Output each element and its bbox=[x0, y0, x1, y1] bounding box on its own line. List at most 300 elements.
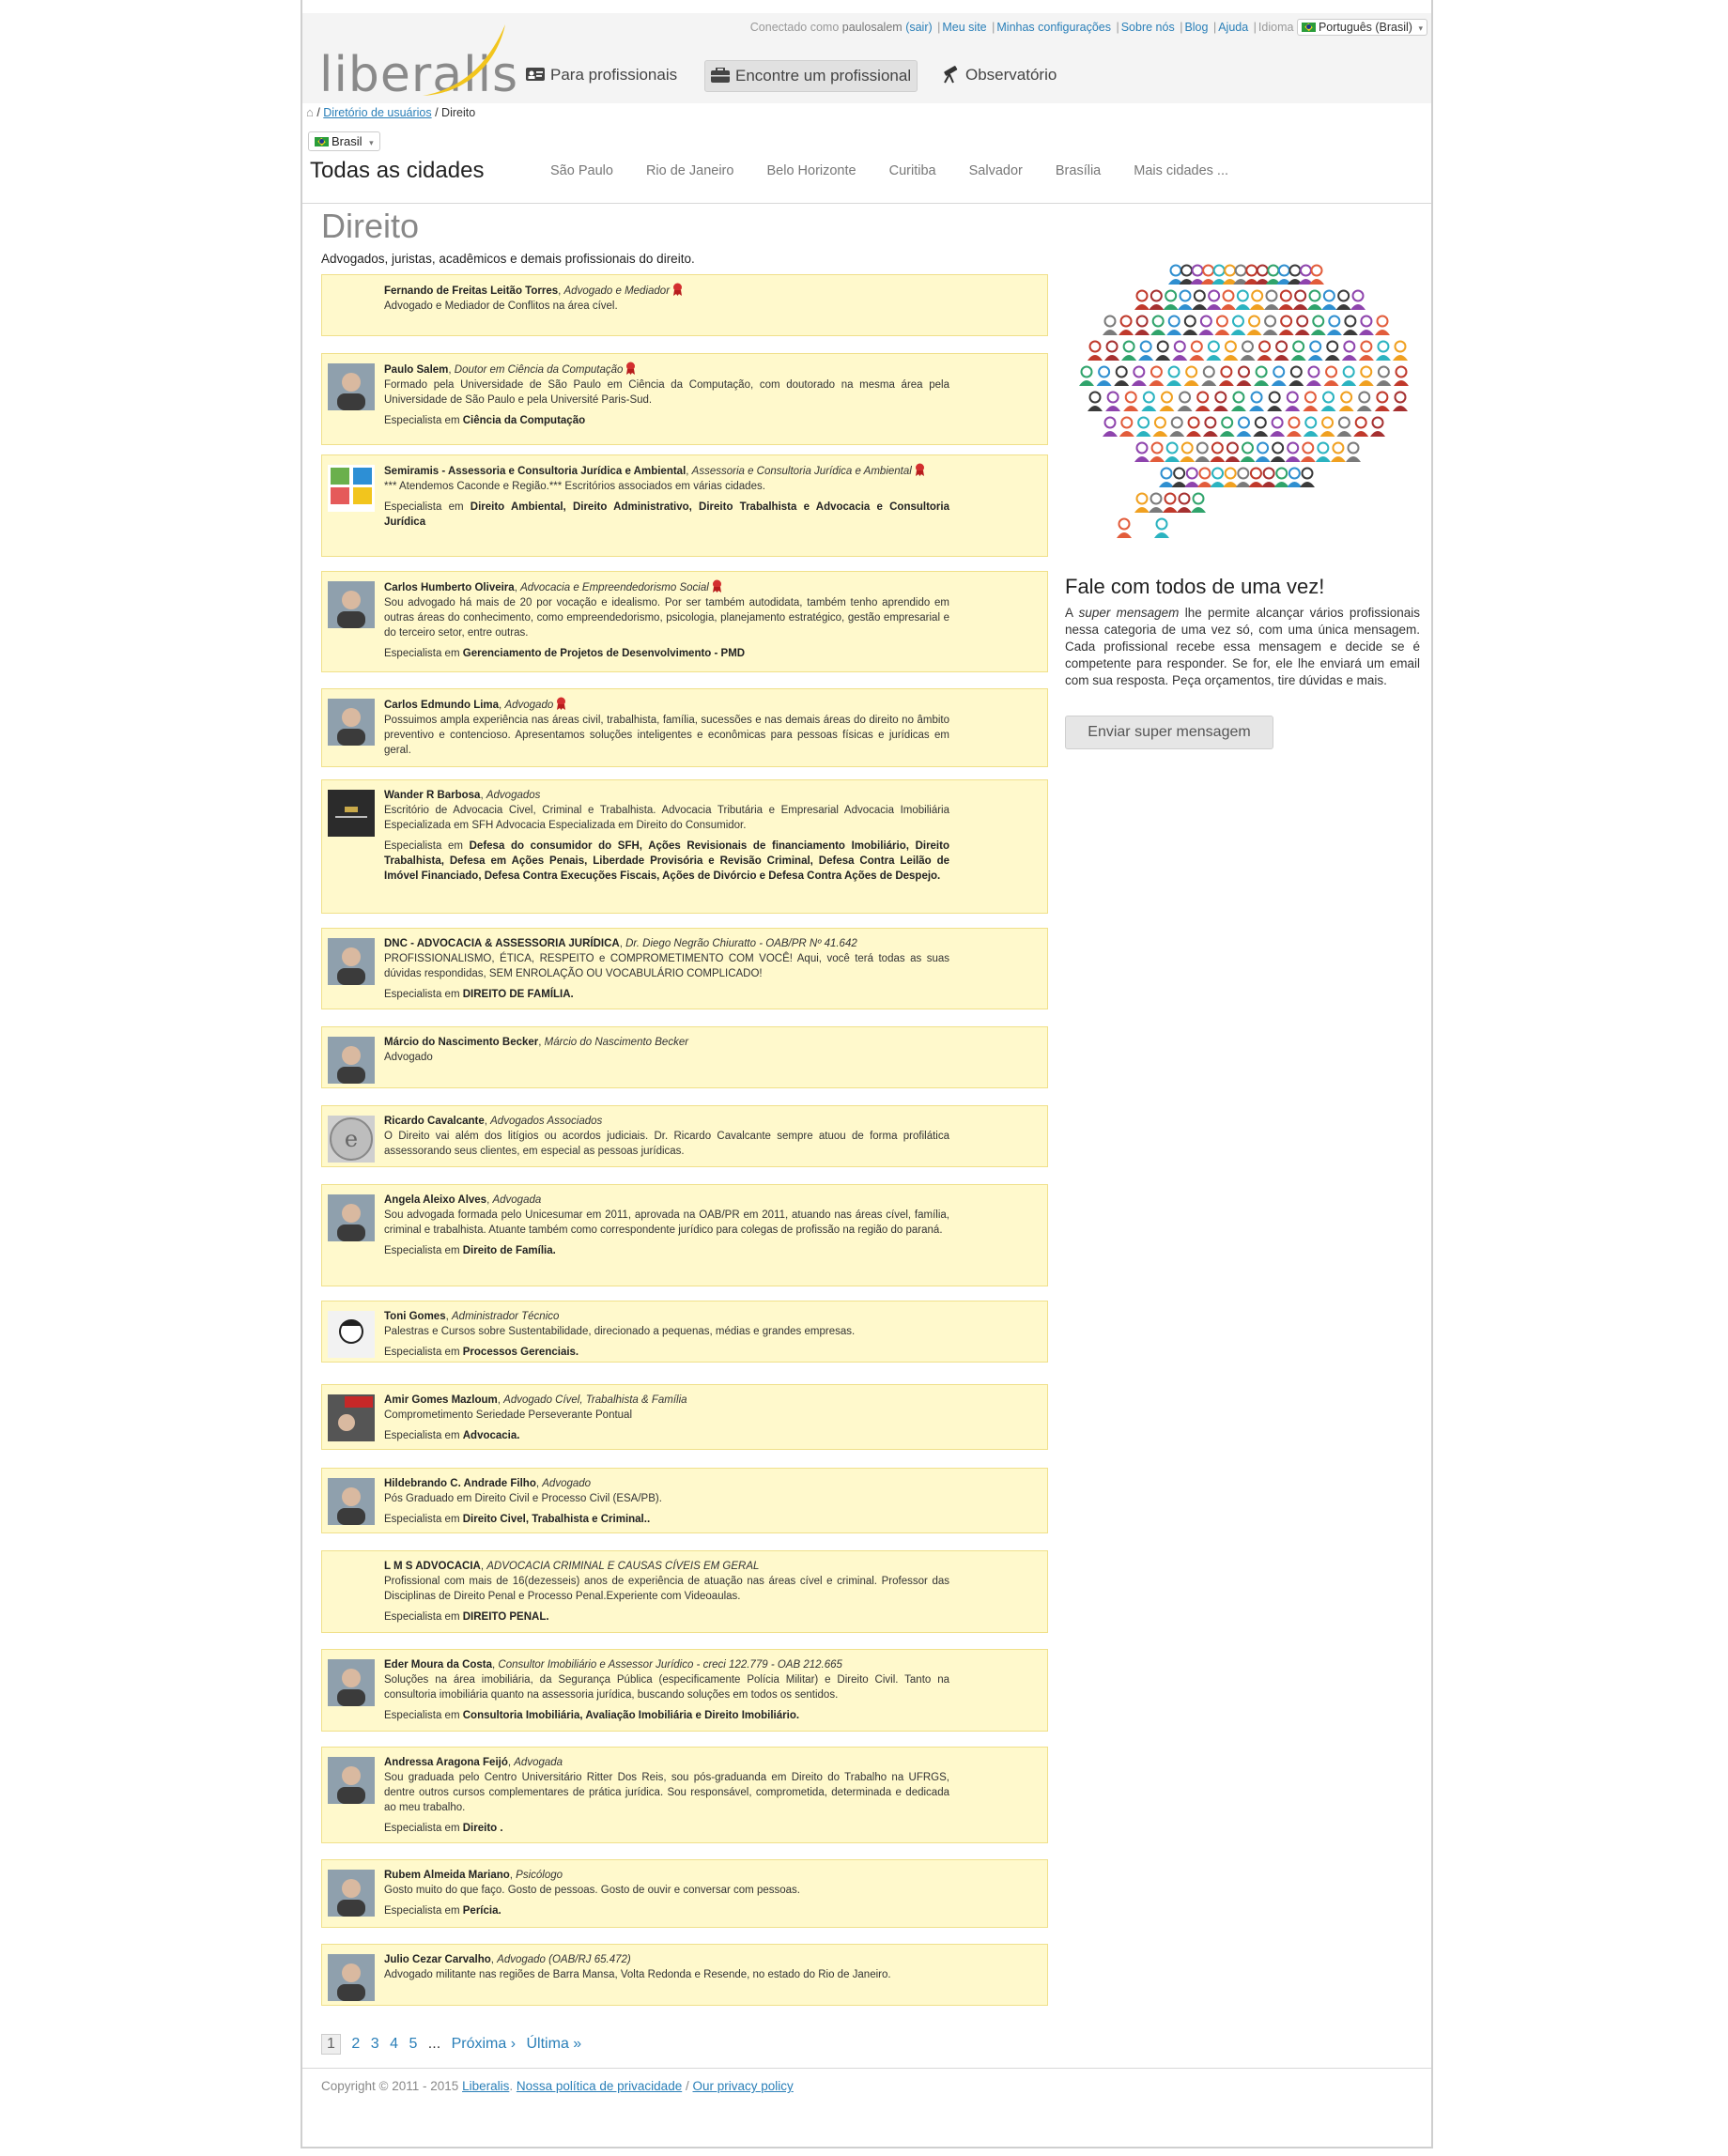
person-icon bbox=[1288, 367, 1304, 387]
people-speech-bubble-illustration bbox=[1072, 254, 1420, 554]
avatar[interactable] bbox=[328, 1394, 375, 1441]
person-icon bbox=[1184, 469, 1199, 488]
specialty-list: Defesa do consumidor do SFH, Ações Revisionais de financiamento Imobiliário, Direito Trabalhista, Defesa em Ações Penais, Liberdade Provisória e Revisão Criminal, Defesa Contra Leilão de Imóvel Financiado, Defesa Contra Execuções Fiscais, Ações de Divórcio e Defesa Contra Ações de Despejo. bbox=[384, 840, 949, 882]
person-icon bbox=[1270, 418, 1285, 438]
logo-text: liberalis bbox=[319, 47, 519, 103]
specialist-prefix: Especialista em bbox=[384, 1430, 460, 1441]
person-icon bbox=[1114, 367, 1129, 387]
person-icon bbox=[1136, 418, 1151, 438]
avatar-placeholder bbox=[328, 285, 375, 331]
specialist-prefix: Especialista em bbox=[384, 1710, 460, 1721]
person-icon bbox=[1225, 443, 1240, 463]
entry-name[interactable]: Toni Gomes bbox=[384, 1311, 446, 1322]
person-icon bbox=[1203, 418, 1218, 438]
person-icon bbox=[1169, 418, 1184, 438]
person-icon bbox=[1163, 494, 1178, 514]
id-card-icon bbox=[526, 67, 545, 82]
avatar[interactable] bbox=[328, 363, 375, 410]
entry-name[interactable]: DNC - ADVOCACIA & ASSESSORIA JURÍDICA bbox=[384, 938, 620, 949]
nav-for-professionals[interactable] bbox=[520, 60, 683, 90]
person-icon bbox=[1230, 316, 1245, 336]
pagination-ellipsis: ... bbox=[427, 2036, 441, 2052]
person-icon bbox=[1336, 291, 1351, 311]
language-value: Português (Brasil) bbox=[1318, 21, 1412, 34]
language-select[interactable] bbox=[1297, 19, 1427, 36]
person-icon bbox=[1138, 342, 1153, 362]
entry-description: Sou graduada pelo Centro Universitário Ritter Dos Reis, sou pós-graduanda em Direito do Trabalho na UFRGS, dentre outros cursos complementares de prática jurídica. Sou responsável, comprometida, determinada e dedicada ao meu trabalho. bbox=[384, 1772, 949, 1813]
person-icon bbox=[1195, 443, 1210, 463]
city-link-salvador[interactable]: Salvador bbox=[968, 163, 1023, 178]
professional-entry[interactable] bbox=[321, 1184, 1048, 1286]
person-icon bbox=[1104, 342, 1119, 362]
avatar[interactable] bbox=[328, 699, 375, 746]
specialty-list: Gerenciamento de Projetos de Desenvolvimento - PMD bbox=[462, 648, 746, 659]
person-icon bbox=[1393, 342, 1408, 362]
professional-entry[interactable] bbox=[321, 688, 1048, 767]
entry-specialties bbox=[384, 1821, 949, 1836]
person-icon bbox=[1152, 418, 1167, 438]
entry-description: Advogado bbox=[384, 1052, 433, 1063]
person-icon bbox=[1306, 367, 1321, 387]
brazil-flag-icon bbox=[1302, 23, 1316, 32]
person-icon bbox=[1237, 367, 1252, 387]
entry-role: Advogada bbox=[514, 1757, 563, 1768]
entry-body: Andressa Aragona Feijó, Advogada Sou graduada pelo Centro Universitário Ritter Dos Reis, sou pós-graduanda em Direito do Trabalho na UFRGS, dentre outros cursos complementares de prática jurídica. Sou responsável, comprometida, determinada e dedicada ao meu trabalho. Especialista em Direito . bbox=[384, 1757, 949, 1834]
specialist-prefix: Especialista em bbox=[384, 501, 464, 513]
person-icon bbox=[1267, 393, 1282, 412]
brazil-flag-icon bbox=[315, 137, 329, 146]
specialty-list: Perícia. bbox=[462, 1905, 501, 1917]
entry-role: Assessoria e Consultoria Jurídica e Ambiental bbox=[691, 466, 912, 477]
person-icon bbox=[1201, 367, 1216, 387]
person-icon bbox=[1079, 367, 1094, 387]
award-ribbon-icon bbox=[625, 362, 636, 375]
copyright: Copyright © 2011 - 2015 bbox=[321, 2079, 459, 2093]
award-ribbon-icon bbox=[915, 463, 925, 476]
entry-name[interactable]: Paulo Salem bbox=[384, 364, 449, 376]
entry-name[interactable]: Ricardo Cavalcante bbox=[384, 1116, 485, 1127]
person-icon bbox=[1393, 393, 1408, 412]
person-icon bbox=[1237, 418, 1252, 438]
person-icon bbox=[1213, 393, 1228, 412]
person-icon bbox=[1307, 291, 1322, 311]
entry-description: Soluções na área imobiliária, da Segurança Pública (especificamente Polícia Militar) e Direito Civil. Tanto na consultoria imobiliária quanto na assessoria jurídica, buscando soluções em todos os sentidos. bbox=[384, 1674, 949, 1701]
person-icon bbox=[1254, 367, 1269, 387]
person-icon bbox=[1321, 291, 1336, 311]
person-icon bbox=[1210, 443, 1225, 463]
page-4-link[interactable]: 4 bbox=[390, 2036, 398, 2052]
person-icon bbox=[1198, 316, 1213, 336]
entry-role: Advogado e Mediador bbox=[563, 285, 671, 297]
person-icon bbox=[1309, 266, 1324, 285]
person-icon bbox=[1207, 291, 1222, 311]
professional-entry[interactable] bbox=[321, 1026, 1048, 1088]
entry-role: Advocacia e Empreendedorismo Social bbox=[520, 582, 709, 593]
entry-description: Formado pela Universidade de São Paulo em Ciência da Computação, com doutorado na mesma área pela Universidade de São Paulo e pela Université Paris-Sud. bbox=[384, 379, 949, 406]
professional-entry[interactable] bbox=[321, 274, 1048, 336]
professional-entry[interactable] bbox=[321, 1468, 1048, 1533]
entry-role: Advogado bbox=[504, 700, 554, 711]
entry-name[interactable]: Wander R Barbosa bbox=[384, 790, 481, 801]
city-link-belo-horizonte[interactable]: Belo Horizonte bbox=[766, 163, 856, 178]
person-icon bbox=[1223, 469, 1238, 488]
person-icon bbox=[1256, 443, 1271, 463]
entry-name[interactable]: Rubem Almeida Mariano bbox=[384, 1870, 510, 1881]
entry-name[interactable]: Carlos Edmundo Lima bbox=[384, 700, 500, 711]
person-icon bbox=[1103, 316, 1118, 336]
person-icon bbox=[1359, 367, 1374, 387]
person-icon bbox=[1336, 418, 1351, 438]
avatar-placeholder bbox=[328, 1561, 375, 1608]
person-icon bbox=[1191, 494, 1206, 514]
country-select[interactable] bbox=[308, 131, 380, 151]
person-icon bbox=[1149, 494, 1164, 514]
person-icon bbox=[1105, 393, 1120, 412]
professional-entry[interactable] bbox=[321, 928, 1048, 1009]
entry-name[interactable]: Fernando de Freitas Leitão Torres bbox=[384, 285, 559, 297]
person-icon bbox=[1097, 367, 1112, 387]
home-icon[interactable]: ⌂ bbox=[306, 105, 314, 119]
person-icon bbox=[1308, 342, 1323, 362]
person-icon bbox=[1274, 469, 1289, 488]
liberalis-logo[interactable] bbox=[319, 23, 519, 103]
specialty-list: Direito Ambiental, Direito Administrativo, Direito Trabalhista e Advocacia e Consultoria Jurídica bbox=[384, 501, 949, 528]
person-icon bbox=[1182, 316, 1197, 336]
person-icon bbox=[1287, 418, 1302, 438]
specialist-prefix: Especialista em bbox=[384, 989, 460, 1000]
specialist-prefix: Especialista em bbox=[384, 1514, 460, 1525]
person-icon bbox=[1197, 469, 1212, 488]
entry-body: Amir Gomes Mazloum, Advogado Cível, Trabalhista & Família Comprometimento Seriedade Perseverante Pontual Especialista em Advocacia. bbox=[384, 1393, 949, 1443]
entry-specialties bbox=[384, 1512, 949, 1527]
help-link[interactable]: Ajuda bbox=[1218, 21, 1249, 34]
city-link-brasilia[interactable]: Brasília bbox=[1055, 163, 1102, 178]
entry-name[interactable]: Eder Moura da Costa bbox=[384, 1659, 493, 1671]
svg-text:e: e bbox=[344, 1126, 359, 1152]
entry-body: DNC - ADVOCACIA & ASSESSORIA JURÍDICA, Dr. Diego Negrão Chiuratto - OAB/PR Nº 41.642 PROFISSIONALISMO, ÉTICA, RESPEITO e COMPROMETIMENTO COM VOCÊ! Aqui, você terá todas as suas dúvidas respondidas, SEM ENROLAÇÃO OU VOCABULÁRIO COMPLICADO! Especialista em DIREITO DE FAMÍLIA. bbox=[384, 938, 949, 1000]
entry-name[interactable]: Andressa Aragona Feijó bbox=[384, 1757, 508, 1768]
professional-entry[interactable] bbox=[321, 1105, 1048, 1167]
person-icon bbox=[1155, 342, 1170, 362]
entry-body: Rubem Almeida Mariano, Psicólogo Gosto muito do que faço. Gosto de pessoas. Gosto de ouvir e conversar com pessoas. Especialista em Perícia. bbox=[384, 1868, 949, 1918]
language-label: Idioma bbox=[1257, 21, 1294, 34]
person-icon bbox=[1184, 367, 1199, 387]
entry-name[interactable]: Hildebrando C. Andrade Filho bbox=[384, 1478, 536, 1489]
entry-role: Consultor Imobiliário e Assessor Jurídico - creci 122.779 - OAB 212.665 bbox=[498, 1659, 842, 1671]
specialist-prefix: Especialista em bbox=[384, 840, 463, 852]
entry-role: Márcio do Nascimento Becker bbox=[544, 1037, 689, 1048]
entry-role: ADVOCACIA CRIMINAL E CAUSAS CÍVEIS EM GERAL bbox=[486, 1561, 760, 1572]
super-message-title: Fale com todos de uma vez! bbox=[1065, 575, 1325, 598]
briefcase-icon bbox=[711, 68, 730, 83]
professional-entry[interactable] bbox=[321, 779, 1048, 914]
logo-swoosh-icon bbox=[413, 23, 517, 107]
person-icon bbox=[1263, 316, 1278, 336]
entry-specialties bbox=[384, 500, 949, 530]
nav-observatory[interactable] bbox=[933, 60, 1062, 90]
entry-description: PROFISSIONALISMO, ÉTICA, RESPEITO e COMPROMETIMENTO COM VOCÊ! Aqui, você terá todas as suas dúvidas respondidas, SEM ENROLAÇÃO OU VOCABULÁRIO COMPLICADO! bbox=[384, 953, 949, 979]
last-page-link[interactable]: Última » bbox=[526, 2036, 582, 2052]
person-icon bbox=[1342, 342, 1357, 362]
nav-observatory-label: Observatório bbox=[965, 66, 1057, 84]
about-us-link[interactable]: Sobre nós bbox=[1120, 21, 1175, 34]
person-icon bbox=[1166, 316, 1181, 336]
nav-find-professional[interactable] bbox=[704, 60, 918, 92]
person-icon bbox=[1150, 316, 1165, 336]
specialty-list: Consultoria Imobiliária, Avaliação Imobiliária e Direito Imobiliário. bbox=[462, 1710, 800, 1721]
avatar[interactable] bbox=[328, 1478, 375, 1525]
person-icon bbox=[1370, 418, 1385, 438]
avatar[interactable] bbox=[328, 1757, 375, 1804]
person-icon bbox=[1154, 519, 1169, 539]
category-description: Advogados, juristas, acadêmicos e demais profissionais do direito. bbox=[321, 252, 695, 266]
privacy-policy-en-link[interactable]: Our privacy policy bbox=[692, 2079, 794, 2093]
person-icon bbox=[1177, 494, 1192, 514]
professional-entry[interactable] bbox=[321, 1550, 1048, 1633]
person-icon bbox=[1219, 367, 1234, 387]
person-icon bbox=[1285, 393, 1300, 412]
specialty-list: Ciência da Computação bbox=[462, 415, 586, 426]
footer-brand-link[interactable]: Liberalis bbox=[462, 2079, 510, 2093]
person-icon bbox=[1165, 443, 1180, 463]
person-icon bbox=[1279, 316, 1294, 336]
entry-body: Ricardo Cavalcante, Advogados Associados O Direito vai além dos litígios ou acordos judiciais. Dr. Ricardo Cavalcante sempre atuou de forma profilática assessorando seus clientes, em especial as pessoas jurídicas. bbox=[384, 1116, 949, 1157]
specialty-list: Direito Civel, Trabalhista e Criminal.. bbox=[462, 1514, 651, 1525]
entry-body: Márcio do Nascimento Becker, Márcio do Nascimento Becker Advogado bbox=[384, 1035, 949, 1065]
divider bbox=[302, 2068, 1431, 2069]
specialty-list: Direito de Família. bbox=[462, 1245, 556, 1256]
entry-role: Advogado bbox=[542, 1478, 592, 1489]
blog-link[interactable]: Blog bbox=[1184, 21, 1209, 34]
connected-as-label: Conectado como bbox=[749, 21, 840, 34]
person-icon bbox=[1134, 291, 1149, 311]
avatar[interactable] bbox=[328, 1037, 375, 1084]
city-link-rio-de-janeiro[interactable]: Rio de Janeiro bbox=[645, 163, 734, 178]
avatar[interactable] bbox=[328, 1311, 375, 1358]
avatar[interactable] bbox=[328, 1194, 375, 1241]
person-icon bbox=[1376, 342, 1391, 362]
professional-entry[interactable] bbox=[321, 454, 1048, 557]
entry-specialties bbox=[384, 1428, 949, 1443]
professional-entry[interactable] bbox=[321, 1384, 1048, 1450]
person-icon bbox=[1394, 367, 1409, 387]
page-2-link[interactable]: 2 bbox=[351, 2036, 361, 2052]
page-title: Direito bbox=[321, 207, 420, 245]
person-icon bbox=[1189, 342, 1204, 362]
person-icon bbox=[1304, 418, 1319, 438]
avatar[interactable] bbox=[328, 1870, 375, 1917]
entry-description: Advogado e Mediador de Conflitos na área cível. bbox=[384, 300, 618, 312]
entry-specialties bbox=[384, 1609, 949, 1625]
page-3-link[interactable]: 3 bbox=[370, 2036, 379, 2052]
person-icon bbox=[1320, 418, 1335, 438]
entry-body: Hildebrando C. Andrade Filho, Advogado Pós Graduado em Direito Civil e Processo Civil (ESA/PB). Especialista em Direito Civel, Trabalhista e Criminal.. bbox=[384, 1476, 949, 1527]
specialist-prefix: Especialista em bbox=[384, 648, 460, 659]
person-icon bbox=[1206, 342, 1221, 362]
person-icon bbox=[1166, 367, 1181, 387]
entry-role: Dr. Diego Negrão Chiuratto - OAB/PR Nº 41.642 bbox=[625, 938, 857, 949]
breadcrumb-current: Direito bbox=[441, 106, 476, 119]
person-icon bbox=[1291, 342, 1306, 362]
person-icon bbox=[1353, 418, 1368, 438]
person-icon bbox=[1324, 367, 1339, 387]
avatar[interactable] bbox=[328, 938, 375, 985]
person-icon bbox=[1278, 291, 1293, 311]
entry-name[interactable]: Márcio do Nascimento Becker bbox=[384, 1037, 539, 1048]
avatar[interactable] bbox=[328, 1954, 375, 2001]
entry-role: Advogado (OAB/RJ 65.472) bbox=[497, 1954, 631, 1965]
specialist-prefix: Especialista em bbox=[384, 1823, 460, 1834]
entry-body: Fernando de Freitas Leitão Torres, Advogado e Mediador Advogado e Mediador de Conflitos na área cível. bbox=[384, 283, 949, 314]
person-icon bbox=[1134, 443, 1149, 463]
breadcrumb-directory-link[interactable]: Diretório de usuários bbox=[323, 106, 432, 119]
specialty-list: DIREITO PENAL. bbox=[462, 1611, 549, 1623]
entry-role: Advogado Cível, Trabalhista & Família bbox=[503, 1394, 687, 1406]
entry-description: Comprometimento Seriedade Perseverante Pontual bbox=[384, 1409, 633, 1421]
city-link-curitiba[interactable]: Curitiba bbox=[888, 163, 936, 178]
person-icon bbox=[1274, 342, 1289, 362]
person-icon bbox=[1250, 291, 1265, 311]
avatar[interactable] bbox=[328, 1116, 375, 1163]
person-icon bbox=[1241, 443, 1256, 463]
person-icon bbox=[1164, 291, 1179, 311]
header bbox=[302, 13, 1431, 103]
username: paulosalem bbox=[841, 21, 903, 34]
entry-role: Advogados bbox=[486, 790, 541, 801]
entry-specialties bbox=[384, 839, 949, 884]
next-page-link[interactable]: Próxima › bbox=[451, 2036, 517, 2052]
top-user-bar: Conectado como paulosalem (sair) | Meu site | Minhas configurações | Sobre nós | Blog | Ajuda | Idioma Português (Brasil) ▾ bbox=[750, 19, 1427, 36]
person-icon bbox=[1272, 367, 1287, 387]
entry-specialties bbox=[384, 646, 949, 661]
nav-find-professional-label: Encontre um profissional bbox=[735, 67, 912, 85]
avatar[interactable] bbox=[328, 465, 375, 512]
entry-description: Sou advogada formada pelo Unicesumar em 2011, aprovada na OAB/PR em 2011, atuando nas áreas cível, família, criminal e trabalhista. Atuante também como correspondente jurídico para colegas de profissão na região do paraná. bbox=[384, 1209, 949, 1236]
professional-entry[interactable] bbox=[321, 571, 1048, 672]
person-icon bbox=[1327, 316, 1342, 336]
professional-entry[interactable] bbox=[321, 1649, 1048, 1732]
person-icon bbox=[1159, 469, 1174, 488]
professional-entry[interactable] bbox=[321, 1944, 1048, 2006]
person-icon bbox=[1134, 494, 1149, 514]
entry-name[interactable]: Amir Gomes Mazloum bbox=[384, 1394, 498, 1406]
person-icon bbox=[1149, 443, 1165, 463]
person-icon bbox=[1132, 367, 1147, 387]
entry-name[interactable]: Angela Aleixo Alves bbox=[384, 1194, 487, 1206]
person-icon bbox=[1357, 393, 1372, 412]
entry-description: Possuimos ampla experiência nas áreas civil, trabalhista, família, sucessões e nas demais áreas do direito no âmbito preventivo e contencioso. Apresentamos soluções inteligentes e econômicas para pessoas físicas e jurídicas em geral. bbox=[384, 715, 949, 756]
person-icon bbox=[1117, 519, 1132, 539]
breadcrumb: ⌂ / Diretório de usuários / Direito bbox=[306, 105, 476, 119]
entry-description: O Direito vai além dos litígios ou acordos judiciais. Dr. Ricardo Cavalcante sempre atuou de forma profilática assessorando seus clientes, em especial as pessoas jurídicas. bbox=[384, 1131, 949, 1157]
professional-entry[interactable] bbox=[321, 1301, 1048, 1363]
person-icon bbox=[1103, 418, 1118, 438]
professional-entry[interactable] bbox=[321, 1859, 1048, 1928]
person-icon bbox=[1253, 418, 1268, 438]
entry-body: Toni Gomes, Administrador Técnico Palestras e Cursos sobre Sustentabilidade, direcionado a pequenas, médias e grandes empresas. Especialista em Processos Gerenciais. bbox=[384, 1309, 949, 1360]
person-icon bbox=[1249, 393, 1264, 412]
nav-for-professionals-label: Para profissionais bbox=[550, 66, 678, 84]
person-icon bbox=[1359, 316, 1374, 336]
entry-body: Angela Aleixo Alves, Advogada Sou advogada formada pelo Unicesumar em 2011, aprovada na OAB/PR em 2011, atuando nas áreas cível, família, criminal e trabalhista. Atuante também como correspondente jurídico para colegas de profissão na região do paraná. Especialista em Direito de Família. bbox=[384, 1194, 949, 1256]
entry-name[interactable]: L M S ADVOCACIA bbox=[384, 1561, 481, 1572]
page-5-link[interactable]: 5 bbox=[409, 2036, 418, 2052]
avatar[interactable] bbox=[328, 790, 375, 837]
person-icon bbox=[1172, 342, 1187, 362]
entry-description: Escritório de Advocacia Civel, Criminal e Trabalhista. Advocacia Tributária e Empresarial Advocacia Imobiliária Especializada em SFH Advocacia Especializada em Direito do Consumidor. bbox=[384, 805, 949, 831]
cities-title[interactable]: Todas as cidades bbox=[310, 158, 485, 183]
person-icon bbox=[1214, 316, 1229, 336]
send-super-message-button[interactable]: Enviar super mensagem bbox=[1065, 716, 1273, 749]
specialist-prefix: Especialista em bbox=[384, 1905, 460, 1917]
page-1: 1 bbox=[321, 2034, 341, 2055]
my-site-link[interactable]: Meu site bbox=[942, 21, 987, 34]
entry-specialties bbox=[384, 1345, 949, 1360]
person-icon bbox=[1339, 393, 1354, 412]
entry-name[interactable]: Semiramis - Assessoria e Consultoria Jurídica e Ambiental bbox=[384, 466, 687, 477]
city-link-more[interactable]: Mais cidades ... bbox=[1134, 163, 1229, 178]
person-icon bbox=[1247, 316, 1262, 336]
entry-specialties bbox=[384, 413, 949, 428]
specialty-list: Direito . bbox=[462, 1823, 503, 1834]
country-value: Brasil bbox=[332, 134, 363, 148]
person-icon bbox=[1331, 443, 1346, 463]
entry-body: Carlos Edmundo Lima, Advogado Possuimos ampla experiência nas áreas civil, trabalhista, família, sucessões e nas demais áreas do direito no âmbito preventivo e contencioso. Apresentamos soluções inteligentes e econômicas para pessoas físicas e jurídicas em geral. bbox=[384, 697, 949, 758]
super-message-description: A super mensagem lhe permite alcançar vários profissionais nessa categoria de uma vez só, com uma única mensagem. Cada profissional recebe essa mensagem e decide se é competente para responder. Se for, ele lhe enviará um email com sua resposta. Peça orçamentos, tire dúvidas e mais. bbox=[1065, 606, 1420, 687]
person-icon bbox=[1220, 418, 1235, 438]
person-icon bbox=[1119, 418, 1134, 438]
privacy-policy-pt-link[interactable]: Nossa política de privacidade bbox=[516, 2079, 683, 2093]
entry-name[interactable]: Julio Cezar Carvalho bbox=[384, 1954, 491, 1965]
person-icon bbox=[1172, 469, 1187, 488]
entry-name[interactable]: Carlos Humberto Oliveira bbox=[384, 582, 515, 593]
entry-body: Paulo Salem, Doutor em Ciência da Computação Formado pela Universidade de São Paulo em Ciência da Computação, com doutorado na mesma área pela Universidade de São Paulo e pela Université Paris-Sud. Especialista em Ciência da Computação bbox=[384, 362, 949, 428]
award-ribbon-icon bbox=[556, 697, 566, 710]
person-icon bbox=[1316, 443, 1331, 463]
entry-description: Sou advogado há mais de 20 por vocação e idealismo. Por ser também autodidata, também tenho aprendido em outras áreas do conhecimento, como empreendedorismo, psicologia, planejamento estratégico, gestão empresarial e do terceiro setor, entre outras. bbox=[384, 597, 949, 639]
person-icon bbox=[1375, 393, 1390, 412]
avatar[interactable] bbox=[328, 1659, 375, 1706]
person-icon bbox=[1178, 393, 1193, 412]
entry-role: Advogada bbox=[492, 1194, 542, 1206]
person-icon bbox=[1141, 393, 1156, 412]
telescope-icon bbox=[939, 65, 960, 84]
entry-specialties bbox=[384, 1243, 949, 1258]
my-settings-link[interactable]: Minhas configurações bbox=[996, 21, 1111, 34]
logout-link[interactable]: (sair) bbox=[905, 21, 933, 34]
person-icon bbox=[1235, 291, 1250, 311]
entry-role: Administrador Técnico bbox=[452, 1311, 560, 1322]
person-icon bbox=[1311, 316, 1326, 336]
person-icon bbox=[1341, 367, 1356, 387]
person-icon bbox=[1180, 443, 1195, 463]
avatar[interactable] bbox=[328, 581, 375, 628]
footer: Copyright © 2011 - 2015 Liberalis. Nossa política de privacidade / Our privacy policy bbox=[321, 2079, 794, 2093]
person-icon bbox=[1178, 291, 1193, 311]
person-icon bbox=[1295, 316, 1310, 336]
city-links bbox=[550, 163, 1257, 178]
person-icon bbox=[1241, 342, 1256, 362]
city-link-sao-paulo[interactable]: São Paulo bbox=[550, 163, 613, 178]
person-icon bbox=[1236, 469, 1251, 488]
person-icon bbox=[1301, 443, 1316, 463]
person-icon bbox=[1186, 418, 1201, 438]
professional-entry[interactable] bbox=[321, 1747, 1048, 1843]
person-icon bbox=[1257, 342, 1273, 362]
professional-entry[interactable] bbox=[321, 353, 1048, 445]
person-icon bbox=[1123, 393, 1138, 412]
specialist-prefix: Especialista em bbox=[384, 1611, 460, 1623]
